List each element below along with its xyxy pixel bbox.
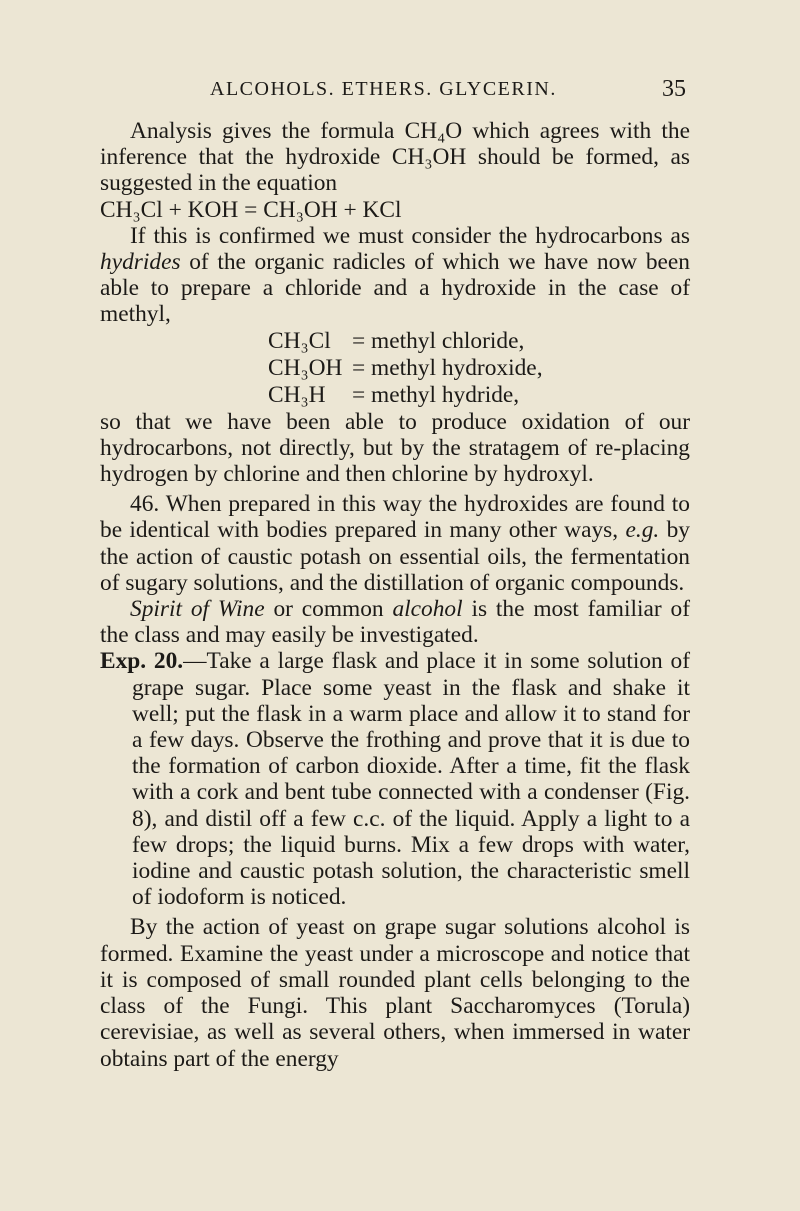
experiment-label: Exp. 20.: [100, 648, 184, 675]
paragraph-yeast: By the action of yeast on grape sugar solutions alcohol is formed. Examine the yeast under a microscope and notice that it is composed of small rounded plant cells belonging to the class of the Fungi. This plant Saccharomyces (Torula) cerevisiae, as well as several others, when immersed in water obtains part of the energy: [100, 914, 690, 1072]
definition-formula: CH₃Cl: [268, 327, 331, 354]
paragraph-oxidation: so that we have been able to produce oxidation of our hydrocarbons, not directly, but by the stratagem of re-placing hydrogen by chlorine and then chlorine by hydroxyl.: [100, 408, 690, 488]
methyl-definitions: [268, 328, 690, 409]
running-head: [0, 72, 800, 106]
definition-formula: CH₃H: [268, 381, 326, 408]
paragraph-formula-analysis: Analysis gives the formula CH₄O which agrees with the inference that the hydroxide CH₃OH should be formed, as suggested in the equation: [100, 118, 690, 197]
experiment-20: [100, 648, 690, 910]
definition-meaning: = methyl hydride,: [352, 381, 520, 408]
definition-meaning: = methyl chloride,: [352, 327, 525, 354]
definition-row: [268, 328, 690, 355]
experiment-text: —Take a large flask and place it in some solution of grape sugar. Place some yeast in the flask and shake it well; put the flask in a warm place and allow it to stand for a few days. Observe the frothing and prove that it is due to the formation of carbon dioxide. After a time, fit the flask with a cork and bent tube connected with a condenser (Fig. 8), and distil off a few c.c. of the liquid. Apply a light to a few drops; the liquid burns. Mix a few drops with water, iodine and caustic potash solution, the characteristic smell of iodoform is noticed.: [132, 648, 690, 911]
paragraph-hydrides: If this is confirmed we must consider the hydrocarbons as hydrides of the organic radicles of which we have now been able to prepare a chloride and a hydroxide in the case of methyl,: [100, 222, 690, 328]
page-number: 35: [662, 76, 686, 102]
emphasis-hydrides: hydrides: [100, 249, 181, 276]
running-title: ALCOHOLS. ETHERS. GLYCERIN.: [210, 78, 557, 100]
emphasis-spirit-of-wine: Spirit of Wine: [130, 596, 265, 623]
paragraph-46: 46. When prepared in this way the hydroxides are found to be identical with bodies prepared in many other ways, e.g. by the action of caustic potash on essential oils, the fermentation of sugary solutions, and the distillation of organic compounds.: [100, 491, 691, 596]
equation: CH₃Cl + KOH = CH₃OH + KCl: [100, 196, 402, 223]
definition-meaning: = methyl hydroxide,: [352, 354, 543, 381]
definition-row: [268, 382, 690, 409]
paragraph-spirit-of-wine: Spirit of Wine or common alcohol is the most familiar of the class and may easily be investigated.: [100, 596, 690, 649]
definition-formula: CH₃OH: [268, 354, 343, 381]
emphasis-alcohol: alcohol: [392, 596, 463, 623]
emphasis-eg: e.g.: [625, 517, 660, 544]
page-body: [100, 118, 690, 1072]
definition-row: [268, 355, 690, 382]
